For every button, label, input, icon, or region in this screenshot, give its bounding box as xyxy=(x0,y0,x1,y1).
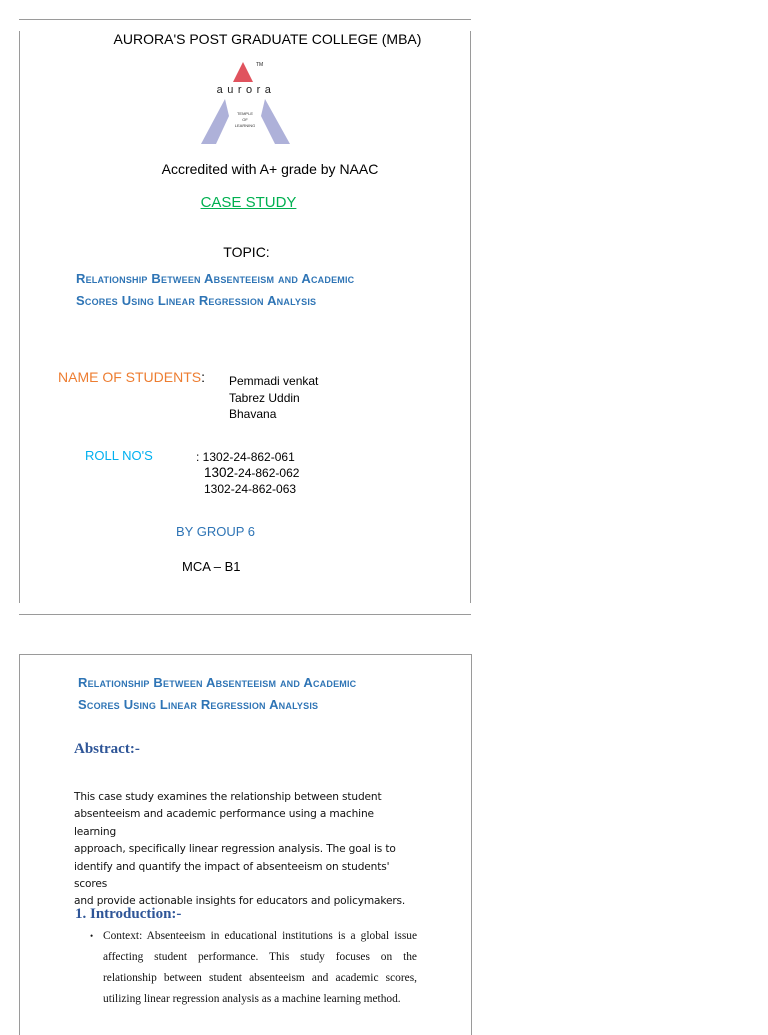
introduction-context-text: Context: Absenteeism in educational institutions is a global issue affecting student performance. This study focuses on the relationship between student absenteeism and academic scores, utilizing linear regression analysis as a machine learning method. xyxy=(103,930,417,1005)
topic-title-line: Relationship Between Absenteeism and Academic xyxy=(76,271,355,286)
topic-title xyxy=(76,268,476,312)
student-name: Pemmadi venkat xyxy=(229,374,319,388)
svg-text:TEMPLE: TEMPLE xyxy=(236,111,254,116)
topic-title-line: Scores Using Linear Regression Analysis xyxy=(76,293,317,308)
document-title xyxy=(78,672,458,716)
page-top-border xyxy=(19,19,471,20)
student-name: Tabrez Uddin xyxy=(229,390,300,405)
student-list xyxy=(229,373,318,423)
introduction-list xyxy=(90,926,417,1010)
roll-number xyxy=(196,465,299,481)
svg-text:LEARNING: LEARNING xyxy=(234,123,256,128)
student-name: Bhavana xyxy=(229,407,277,421)
aurora-logo xyxy=(199,58,293,146)
bullet-icon: • xyxy=(90,931,94,941)
group-label: BY GROUP 6 xyxy=(176,524,255,539)
roll-numbers-label: ROLL NO'S xyxy=(85,448,153,463)
content-page xyxy=(19,654,472,1035)
students-label xyxy=(58,369,205,385)
abstract-line: This case study examines the relationship between student xyxy=(74,791,382,803)
abstract-line: approach, specifically linear regression analysis. The goal is to xyxy=(74,843,396,856)
document-title-line: Scores Using Linear Regression Analysis xyxy=(78,697,319,712)
roll-number: 1302-24-862-063 xyxy=(204,482,297,496)
page-bottom-border xyxy=(19,614,471,615)
abstract-line: absenteeism and academic performance using a machine learning xyxy=(74,808,374,838)
topic-label: TOPIC: xyxy=(223,244,270,260)
abstract-paragraph xyxy=(74,789,417,911)
roll-number: : 1302-24-862-061 xyxy=(196,450,295,464)
abstract-line: identify and quantify the impact of absenteeism on students' scores xyxy=(74,860,390,891)
roll-number-prefix: 1302 xyxy=(204,465,235,480)
abstract-line: and provide actionable insights for educators and policymakers. xyxy=(74,895,406,908)
svg-text:TM: TM xyxy=(256,62,264,68)
accreditation-text: Accredited with A+ grade by NAAC xyxy=(161,161,379,177)
svg-text:aurora: aurora xyxy=(216,84,276,96)
class-label: MCA – B1 xyxy=(182,559,241,574)
roll-number-suffix: -24-862-062 xyxy=(234,466,300,480)
students-label-colon: : xyxy=(201,369,206,385)
list-item xyxy=(90,926,417,1010)
college-name: AURORA'S POST GRADUATE COLLEGE (MBA) xyxy=(113,31,422,47)
document-title-line: Relationship Between Absenteeism and Academic xyxy=(78,675,357,690)
introduction-heading: 1. Introduction:- xyxy=(75,906,182,922)
page-right-border xyxy=(470,31,471,603)
students-label-text: NAME OF STUDENTS xyxy=(58,369,202,385)
abstract-heading: Abstract:- xyxy=(74,741,140,757)
svg-text:OF: OF xyxy=(242,117,248,122)
page-left-border xyxy=(19,31,20,603)
case-study-label: CASE STUDY xyxy=(200,194,297,211)
roll-number-list xyxy=(196,449,299,497)
